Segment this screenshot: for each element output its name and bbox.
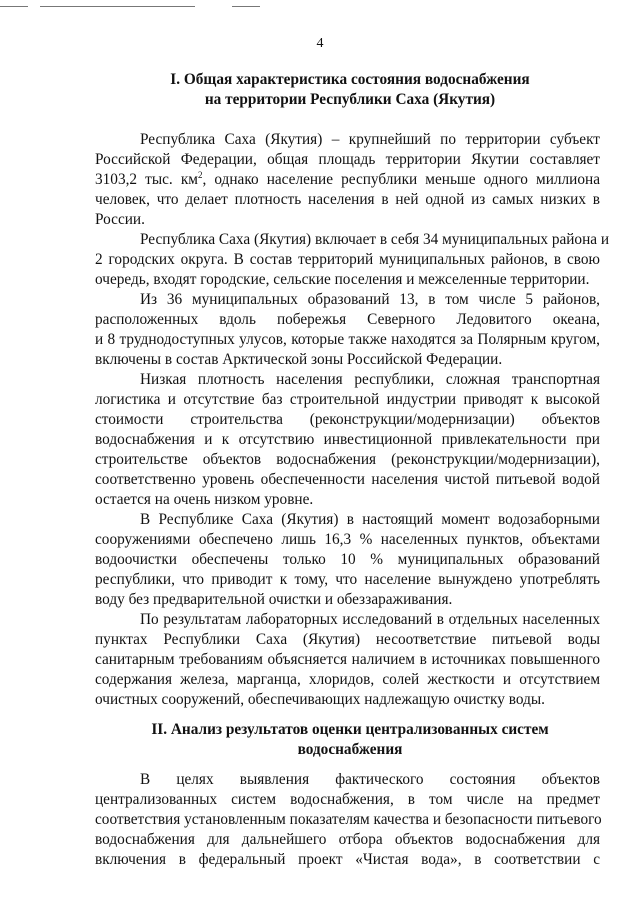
- text-line: остается на очень низком уровне.: [95, 491, 314, 508]
- text-line: соответственно уровень обеспеченности населения чистой питьевой водой: [95, 471, 600, 488]
- heading-line: водоснабжения: [297, 741, 403, 758]
- text-line: логистика и отсутствие баз строительной индустрии приводят к высокой: [95, 391, 600, 408]
- text-line: сооружениями обеспечено лишь 16,3 % населенных пунктов, объектами: [95, 531, 600, 548]
- text-line: очередь, входят городские, сельские поселения и межселенные территории.: [95, 271, 590, 288]
- heading-line: на территории Республики Саха (Якутия): [204, 91, 496, 108]
- text-line: водоснабжения для дальнейшего отбора объектов водоснабжения для: [95, 831, 600, 848]
- text-line: содержания железа, марганца, хлоридов, солей жесткости и отсутствием: [95, 671, 600, 688]
- text-line: В целях выявления фактического состояния объектов: [140, 771, 600, 788]
- text-line: пунктах Республики Саха (Якутия) несоответствие питьевой воды: [95, 631, 600, 648]
- text-line: Республика Саха (Якутия) включает в себя 34 муниципальных района и: [140, 231, 610, 248]
- text-line: соответствия установленным показателям качества и безопасности питьевого: [95, 811, 602, 828]
- text-line: включения в федеральный проект «Чистая вода», в соответствии с: [95, 851, 600, 868]
- section-2-heading: [90, 720, 610, 760]
- section-1-heading: [90, 70, 610, 110]
- text-line: 2 городских округа. В состав территорий муниципальных районов, в свою: [95, 251, 600, 268]
- text-line: Низкая плотность населения республики, сложная транспортная: [140, 371, 600, 388]
- text-line: санитарным требованиям объясняется наличием в источниках повышенного: [95, 651, 600, 668]
- text-line: Из 36 муниципальных образований 13, в том числе 5 районов,: [140, 291, 600, 308]
- text-line: человек, что делает плотность населения в ней одной из самых низких в: [95, 191, 600, 208]
- text-line: расположенных вдоль побережья Северного Ледовитого океана,: [95, 311, 600, 328]
- text-line: В Республике Саха (Якутия) в настоящий момент водозаборными: [140, 511, 600, 528]
- text-line: очистных сооружений, обеспечивающих надлежащую очистку воды.: [95, 691, 545, 708]
- text-line: централизованных систем водоснабжения, в том числе на предмет: [95, 791, 600, 808]
- scan-artifact-marks: [0, 0, 640, 12]
- text-line: республики, что приводит к тому, что население вынуждено употреблять: [95, 571, 600, 588]
- text-line: воду без предварительной очистки и обеззараживания.: [95, 591, 453, 608]
- text-line: водоочистки обеспечены только 10 % муниципальных образований: [95, 551, 600, 568]
- page-number: 4: [316, 36, 324, 51]
- text-line: Республика Саха (Якутия) – крупнейший по территории субъект: [140, 131, 600, 148]
- text-line: 3103,2 тыс. $км^2$, однако население республики меньше одного миллиона: [95, 170, 600, 188]
- text-line: стоимости строительства (реконструкции/модернизации) объектов: [95, 411, 600, 428]
- text-line: строительстве объектов водоснабжения (реконструкции/модернизации),: [95, 451, 600, 468]
- text-line: По результатам лабораторных исследований в отдельных населенных: [140, 611, 600, 628]
- text-line: Российской Федерации, общая площадь территории Якутии составляет: [95, 151, 600, 168]
- text-line: России.: [95, 211, 145, 228]
- text-line: и 8 труднодоступных улусов, которые также находятся за Полярным кругом,: [95, 331, 600, 348]
- text-line: включены в состав Арктической зоны Российской Федерации.: [95, 351, 503, 368]
- heading-line: I. Общая характеристика состояния водоснабжения: [170, 71, 530, 88]
- heading-line: II. Анализ результатов оценки централизованных систем: [151, 721, 549, 738]
- text-line: водоснабжения и к отсутствию инвестиционной привлекательности при: [95, 431, 600, 448]
